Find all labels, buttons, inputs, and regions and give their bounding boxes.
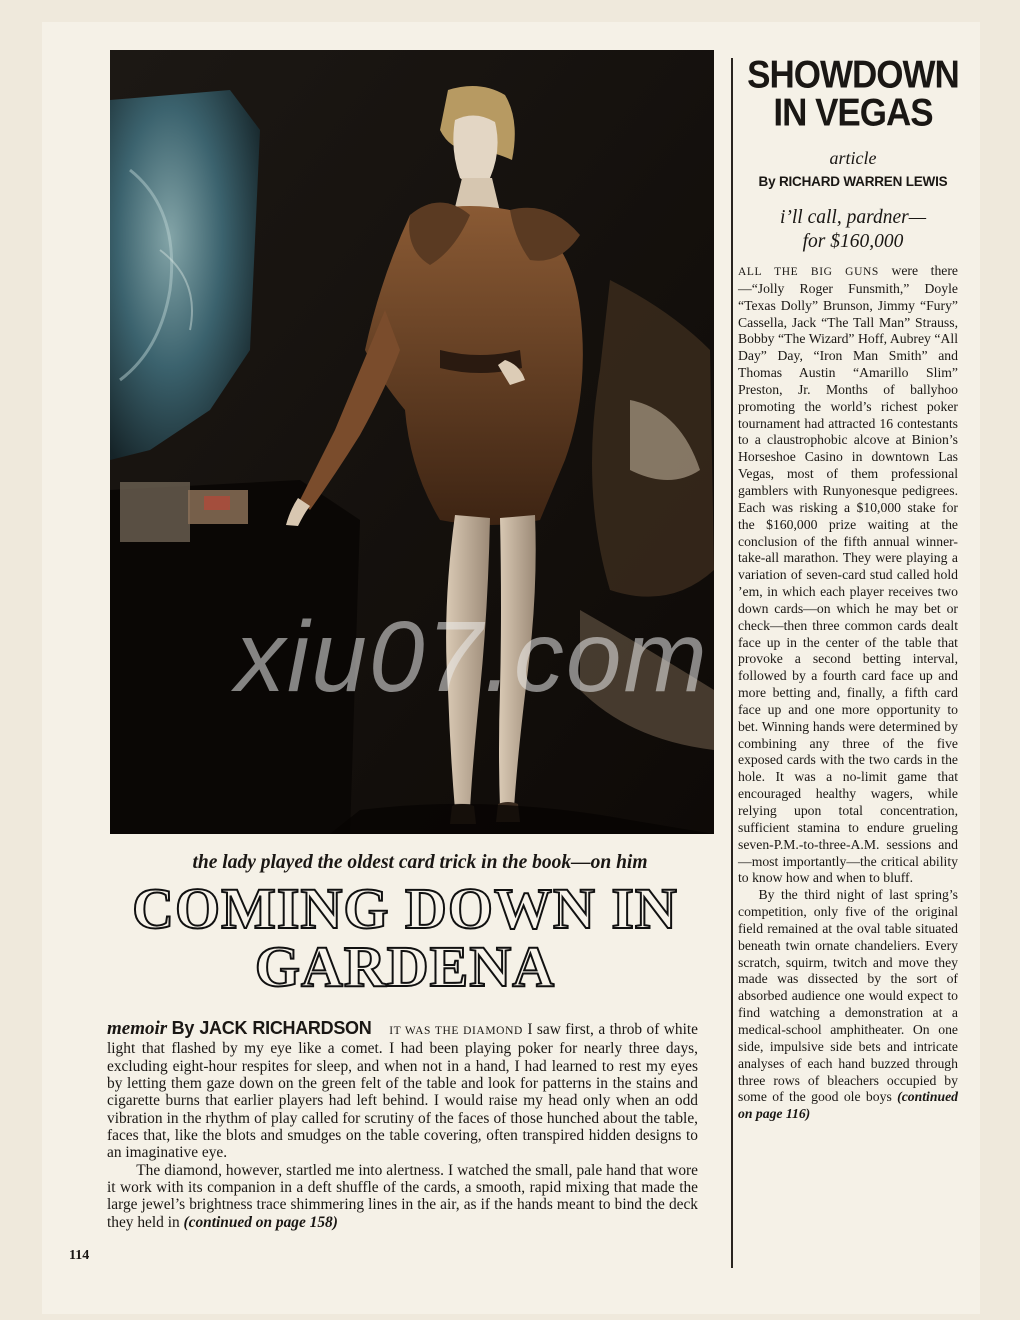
gardena-byline: By JACK RICHARDSON xyxy=(171,1018,372,1038)
page-number: 114 xyxy=(69,1248,90,1263)
vegas-title-line-2: IN VEGAS xyxy=(773,90,933,135)
vegas-lead-in: ALL THE BIG GUNS xyxy=(738,266,879,278)
vegas-paragraph-1 xyxy=(738,263,958,887)
vegas-paragraph-2 xyxy=(738,887,958,1123)
watermark: xiu07.com xyxy=(235,601,709,713)
vegas-byline: By RICHARD WARREN LEWIS xyxy=(758,174,948,189)
gardena-paragraph-1 xyxy=(107,1020,698,1162)
vegas-paragraph-2-text: By the third night of last spring’s competition, only five of the original field remained at the oval table situated beneath twin ornate chandeliers. Every scratch, squirm, twitch and move they made was dissected by the sort of absorbed audience one would expect to find watching a demonstration at a medical-school amphitheater. On one side, impulsive side bets and intricate analyses of each hand buzzed through three rows of bleachers occupied by some of the good ole boys xyxy=(738,887,958,1105)
gardena-lead-in: IT WAS THE DIAMOND xyxy=(389,1025,523,1037)
vegas-paragraph-1-text: were there—“Jolly Roger Funsmith,” Doyle “Texas Dolly” Brunson, Jimmy “Fury” Cassella, Jack “The Tall Man” Strauss, Bobby “The Wizard” Hoff, Aubrey “All Day” Day, “Iron Man Smith” and Thomas Austin “Amarillo Slim” Preston, Jr. Months of ballyhoo promoting the world’s richest poker tournament had attracted 16 contestants to a claustrophobic alcove at Binion’s Horseshoe Casino in downtown Las Vegas, most of them professional gamblers with Runyonesque pedigrees. Each was risking a $10,000 stake for the $160,000 prize waiting at the conclusion of the fifth annual winner-take-all marathon. They were playing a variation of seven-card stud called hold ’em, in which each player receives two down cards—on which he may bet or check—then three common cards dealt face up in the center of the table that provoke a second betting interval, followed by a fourth card face up and more betting and, finally, a fifth card face up and one more opportunity to bet. Winning hands were determined by combining any three of the five exposed cards with the two cards in the hole. It was a no-limit game that encouraged healthy wagers, while relying upon total concentration, sufficient stamina to endure grueling seven-P.M.-to-three-A.M. sessions and—most importantly—the critical ability to know how and when to bluff. xyxy=(738,263,958,886)
gardena-continued-link[interactable]: (continued on page 158) xyxy=(183,1213,338,1231)
vegas-continued-link[interactable]: (continued on page 116) xyxy=(738,1089,958,1122)
gardena-body xyxy=(107,1020,698,1231)
gardena-paragraph-1-text: I saw first, a throb of white light that flashed by my eye like a comet. I had been playing poker for nearly three days, excluding eight-hour respites for sleep, and when not in a hand, I had learned to rest my eyes by letting them gaze down on the green felt of the table and look for patterns in the stains and cigarette burns that earlier players had left behind. I would raise my head only when an odd vibration in the rhythm of play called for scrutiny of the faces of those hunched about the table, faces that, like the blots and smudges on the table covering, often transpired hidden designs to an imaginative eye. xyxy=(107,1021,699,1162)
vegas-deck xyxy=(738,206,968,254)
vegas-title-line-1: SHOWDOWN xyxy=(747,52,959,97)
gardena-title-line-1: COMING DOWN IN xyxy=(132,876,678,941)
vegas-deck-line-2: for $160,000 xyxy=(802,231,904,252)
vegas-kicker: article xyxy=(829,148,877,168)
gardena-title-line-2: GARDENA xyxy=(254,934,556,999)
painting-svg xyxy=(110,50,714,834)
gardena-title xyxy=(120,876,690,999)
column-rule xyxy=(731,58,733,1268)
vegas-title xyxy=(738,52,968,135)
vegas-body xyxy=(738,263,958,1123)
vegas-deck-line-1: i’ll call, pardner— xyxy=(779,207,927,228)
gardena-deck: the lady played the oldest card trick in the book—on him xyxy=(192,852,648,873)
illustration-woman-at-card-table xyxy=(110,50,714,834)
gardena-paragraph-2 xyxy=(107,1162,698,1231)
gardena-paragraph-2-text: The diamond, however, startled me into alertness. I watched the small, pale hand that wore it work with its companion in a deft shuffle of the cards, a smooth, rapid mixing that made the large jewel’s brightness trace shimmering lines in the air, as if the hands meant to bind the deck they held in xyxy=(107,1161,698,1231)
gardena-byline-kicker: memoir xyxy=(107,1018,168,1039)
